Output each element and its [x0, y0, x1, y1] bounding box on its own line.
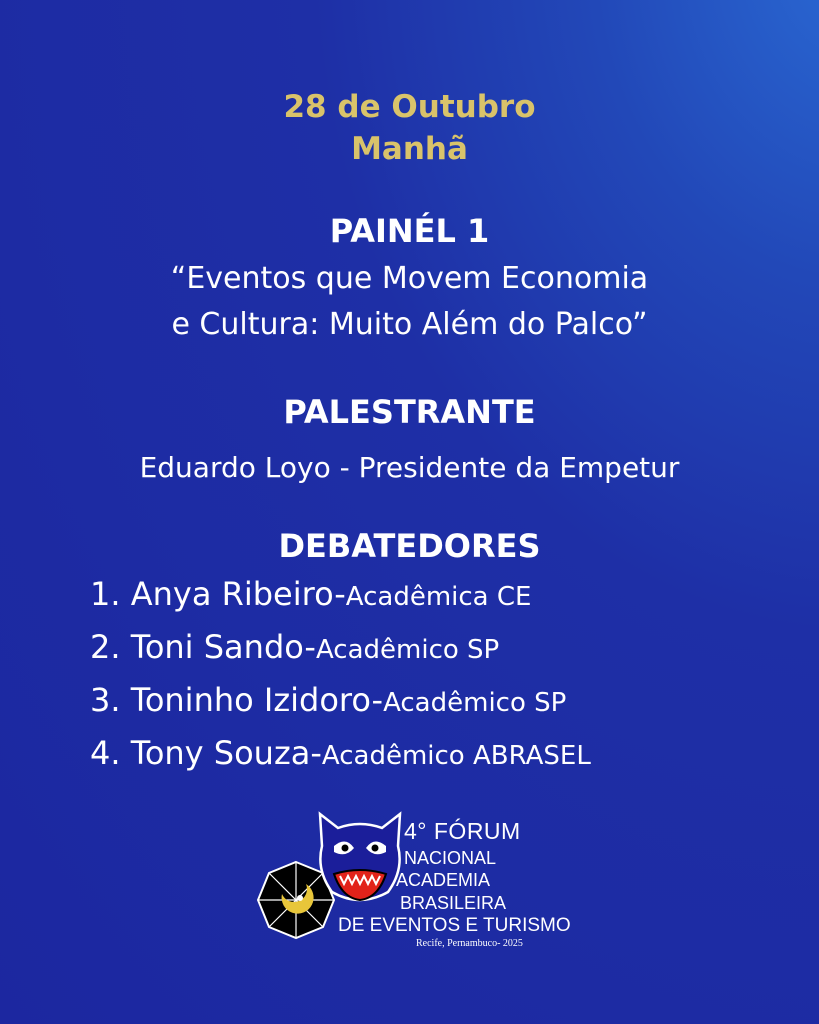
debaters-list [90, 572, 591, 784]
panel-title: PAINÉL 1 [329, 212, 490, 250]
debater-name: 1. Anya Ribeiro- [90, 575, 346, 613]
logo-line-brasileira: BRASILEIRA [400, 893, 507, 913]
panel-subtitle-line2: e Cultura: Muito Além do Palco” [171, 307, 648, 342]
speaker-name: Eduardo Loyo - Presidente da Empetur [139, 451, 680, 484]
event-period: Manhã [351, 131, 468, 167]
debater-role: Acadêmico SP [315, 635, 500, 665]
speaker-heading: PALESTRANTE [283, 393, 536, 431]
debater-name: 3. Toninho Izidoro- [90, 681, 384, 719]
panel-subtitle-line1: “Eventos que Movem Economia [170, 261, 649, 296]
date-block [0, 86, 819, 170]
list-item [90, 678, 591, 731]
event-date: 28 de Outubro [283, 89, 536, 125]
debater-name: 4. Tony Souza- [90, 734, 322, 772]
list-item [90, 731, 591, 784]
debater-role: Acadêmico ABRASEL [321, 741, 591, 771]
logo-line-location: Recife, Pernambuco- 2025 [416, 938, 523, 949]
debater-role: Acadêmica CE [345, 582, 532, 612]
logo-line-eventos: DE EVENTOS E TURISMO [338, 915, 571, 936]
debater-role: Acadêmico SP [383, 688, 567, 718]
list-item [90, 572, 591, 625]
debaters-heading: DEBATEDORES [278, 527, 541, 565]
logo-line-academia: ACADEMIA [396, 870, 491, 890]
mask-icon [314, 810, 406, 910]
panel-subtitle [0, 256, 819, 348]
list-item [90, 625, 591, 678]
logo-line-forum: 4° FÓRUM [404, 818, 521, 844]
debater-name: 2. Toni Sando- [90, 628, 316, 666]
forum-logo [252, 808, 572, 958]
logo-line-nacional: NACIONAL [404, 848, 497, 868]
